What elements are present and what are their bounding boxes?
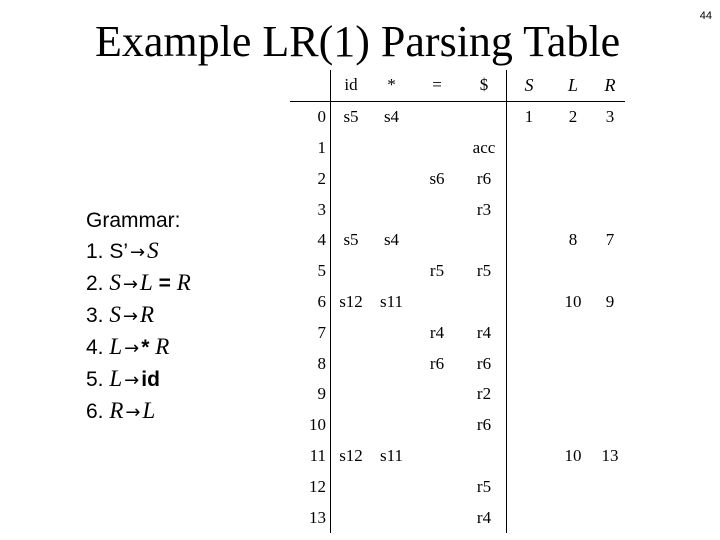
state-cell: 6 — [317, 291, 326, 311]
state-cell: 5 — [317, 261, 326, 281]
table-cell — [551, 194, 595, 225]
table-cell — [412, 133, 462, 164]
table-cell: r4 — [429, 322, 445, 342]
rule-number: 3. — [86, 304, 104, 327]
table-cell: s4 — [383, 230, 400, 250]
column-header — [290, 70, 331, 101]
table-cell: 8 — [568, 230, 578, 250]
parsing-table-container — [290, 70, 625, 533]
table-cell — [371, 410, 412, 441]
table-cell — [595, 379, 625, 410]
state-cell: 8 — [317, 353, 326, 373]
table-cell — [371, 348, 412, 379]
table-cell — [412, 379, 462, 410]
table-cell — [371, 133, 412, 164]
table-row — [290, 502, 625, 533]
rule-number: 4. — [86, 336, 104, 359]
table-row — [290, 317, 625, 348]
grammar-rule — [86, 268, 191, 300]
state-cell: 9 — [317, 384, 326, 404]
table-cell — [412, 287, 462, 318]
table-cell — [331, 256, 372, 287]
table-cell — [412, 410, 462, 441]
table-cell — [551, 379, 595, 410]
table-cell — [551, 348, 595, 379]
table-cell — [371, 256, 412, 287]
table-header-row — [290, 70, 625, 101]
table-cell: r4 — [462, 502, 507, 533]
table-cell — [371, 379, 412, 410]
table-cell — [331, 379, 372, 410]
page-number: 44 — [699, 10, 712, 22]
grammar-rule — [86, 332, 191, 364]
table-cell — [331, 317, 372, 348]
table-cell — [331, 502, 372, 533]
table-cell — [551, 471, 595, 502]
table-cell — [595, 348, 625, 379]
rule-number: 5. — [86, 368, 104, 391]
column-header: id — [331, 70, 372, 101]
table-row — [290, 348, 625, 379]
nonterminal-symbol: R — [139, 302, 155, 327]
table-cell — [507, 471, 552, 502]
grammar-rule — [86, 364, 191, 396]
table-cell — [412, 101, 462, 132]
column-header: * — [371, 70, 412, 101]
table-cell: r5 — [462, 256, 507, 287]
table-cell — [462, 287, 507, 318]
table-cell: s11 — [380, 291, 403, 311]
table-cell: 9 — [605, 291, 615, 311]
table-cell: 13 — [601, 445, 619, 465]
table-cell — [507, 194, 552, 225]
table-cell — [331, 410, 372, 441]
table-cell: r3 — [462, 194, 507, 225]
nonterminal-symbol: L — [142, 398, 156, 423]
table-cell — [462, 225, 507, 256]
rule-lhs: S — [109, 302, 121, 327]
table-cell — [551, 317, 595, 348]
rule-lhs: S’ — [109, 240, 129, 263]
table-cell: r5 — [429, 261, 445, 281]
table-cell — [507, 502, 552, 533]
rule-lhs: L — [109, 366, 123, 391]
state-cell: 1 — [317, 137, 326, 157]
right-arrow-icon: → — [122, 274, 138, 295]
right-arrow-icon: → — [124, 370, 140, 391]
table-cell — [412, 502, 462, 533]
grammar-rules — [86, 236, 191, 428]
rule-lhs: S — [109, 270, 121, 295]
table-cell — [507, 379, 552, 410]
table-cell: s4 — [383, 107, 400, 127]
column-header: = — [412, 70, 462, 101]
table-cell — [507, 317, 552, 348]
table-cell: s11 — [380, 445, 403, 465]
state-cell: 10 — [309, 415, 326, 435]
table-cell — [595, 471, 625, 502]
table-cell: 7 — [605, 230, 615, 250]
table-row — [290, 441, 625, 472]
table-cell — [371, 471, 412, 502]
table-cell — [507, 133, 552, 164]
table-cell — [412, 471, 462, 502]
table-row — [290, 163, 625, 194]
terminal-symbol: id — [141, 368, 160, 391]
grammar-heading: Grammar: — [86, 209, 181, 232]
table-cell: r2 — [462, 379, 507, 410]
table-cell — [371, 163, 412, 194]
column-header: R — [595, 70, 625, 101]
grammar-block — [86, 206, 191, 428]
table-cell — [371, 317, 412, 348]
table-cell — [507, 225, 552, 256]
state-cell: 12 — [309, 476, 326, 496]
table-cell — [331, 133, 372, 164]
table-cell — [507, 256, 552, 287]
grammar-rule — [86, 300, 191, 332]
nonterminal-symbol: R — [155, 334, 170, 359]
table-cell: r4 — [462, 317, 507, 348]
table-cell — [551, 410, 595, 441]
table-cell — [412, 225, 462, 256]
table-cell — [412, 441, 462, 472]
table-cell: 2 — [568, 107, 578, 127]
table-cell: s12 — [331, 287, 372, 318]
table-cell — [331, 194, 372, 225]
grammar-rule — [86, 396, 191, 428]
rule-lhs: R — [109, 398, 124, 423]
nonterminal-symbol: L — [139, 270, 153, 295]
table-cell — [331, 471, 372, 502]
table-cell — [507, 348, 552, 379]
table-cell: r6 — [462, 410, 507, 441]
rule-number: 6. — [86, 400, 104, 423]
table-cell — [551, 133, 595, 164]
state-cell: 4 — [317, 230, 326, 250]
table-row — [290, 471, 625, 502]
table-row — [290, 225, 625, 256]
right-arrow-icon: → — [122, 306, 138, 327]
table-cell — [595, 256, 625, 287]
table-cell: r6 — [429, 353, 445, 373]
column-header: L — [551, 70, 595, 101]
table-cell: 1 — [524, 107, 534, 127]
grammar-rule — [86, 236, 191, 268]
table-row — [290, 287, 625, 318]
table-cell — [595, 502, 625, 533]
table-cell: 3 — [605, 107, 615, 127]
rule-number: 2. — [86, 272, 104, 295]
table-cell — [331, 348, 372, 379]
state-cell: 7 — [317, 322, 326, 342]
table-row — [290, 101, 625, 132]
table-cell — [595, 317, 625, 348]
state-cell: 0 — [317, 107, 326, 127]
right-arrow-icon: → — [125, 402, 141, 423]
table-row — [290, 256, 625, 287]
table-cell — [595, 194, 625, 225]
state-cell: 2 — [317, 168, 326, 188]
table-cell — [595, 133, 625, 164]
table-cell: acc — [462, 133, 507, 164]
terminal-symbol: * — [141, 336, 150, 359]
table-cell — [507, 163, 552, 194]
slide-title: Example LR(1) Parsing Table — [95, 17, 621, 66]
table-cell — [507, 410, 552, 441]
table-cell: 10 — [564, 445, 582, 465]
table-cell: r6 — [462, 348, 507, 379]
table-cell — [507, 441, 552, 472]
parsing-table — [290, 70, 625, 533]
column-header: $ — [462, 70, 507, 101]
state-cell: 11 — [309, 445, 326, 465]
table-cell — [595, 163, 625, 194]
table-cell: s5 — [331, 225, 372, 256]
nonterminal-symbol: S — [147, 238, 159, 263]
terminal-symbol: = — [158, 272, 171, 295]
table-row — [290, 194, 625, 225]
table-cell: s5 — [331, 101, 372, 132]
table-cell — [412, 194, 462, 225]
table-cell — [331, 163, 372, 194]
table-cell — [462, 441, 507, 472]
right-arrow-icon: → — [130, 242, 146, 263]
rule-lhs: L — [109, 334, 123, 359]
table-cell: s12 — [331, 441, 372, 472]
table-cell — [507, 287, 552, 318]
table-cell — [462, 101, 507, 132]
table-row — [290, 379, 625, 410]
state-cell: 3 — [317, 199, 326, 219]
table-cell — [551, 502, 595, 533]
table-cell: r6 — [462, 163, 507, 194]
table-row — [290, 133, 625, 164]
table-cell: s6 — [429, 168, 445, 188]
table-cell — [371, 194, 412, 225]
table-cell: r5 — [462, 471, 507, 502]
table-cell — [595, 410, 625, 441]
table-cell — [551, 163, 595, 194]
state-cell: 13 — [309, 507, 326, 527]
rule-number: 1. — [86, 240, 104, 263]
right-arrow-icon: → — [124, 338, 140, 359]
column-header: S — [507, 70, 552, 101]
table-cell — [551, 256, 595, 287]
table-cell — [371, 502, 412, 533]
table-cell: 10 — [564, 291, 582, 311]
table-row — [290, 410, 625, 441]
nonterminal-symbol: R — [176, 270, 191, 295]
